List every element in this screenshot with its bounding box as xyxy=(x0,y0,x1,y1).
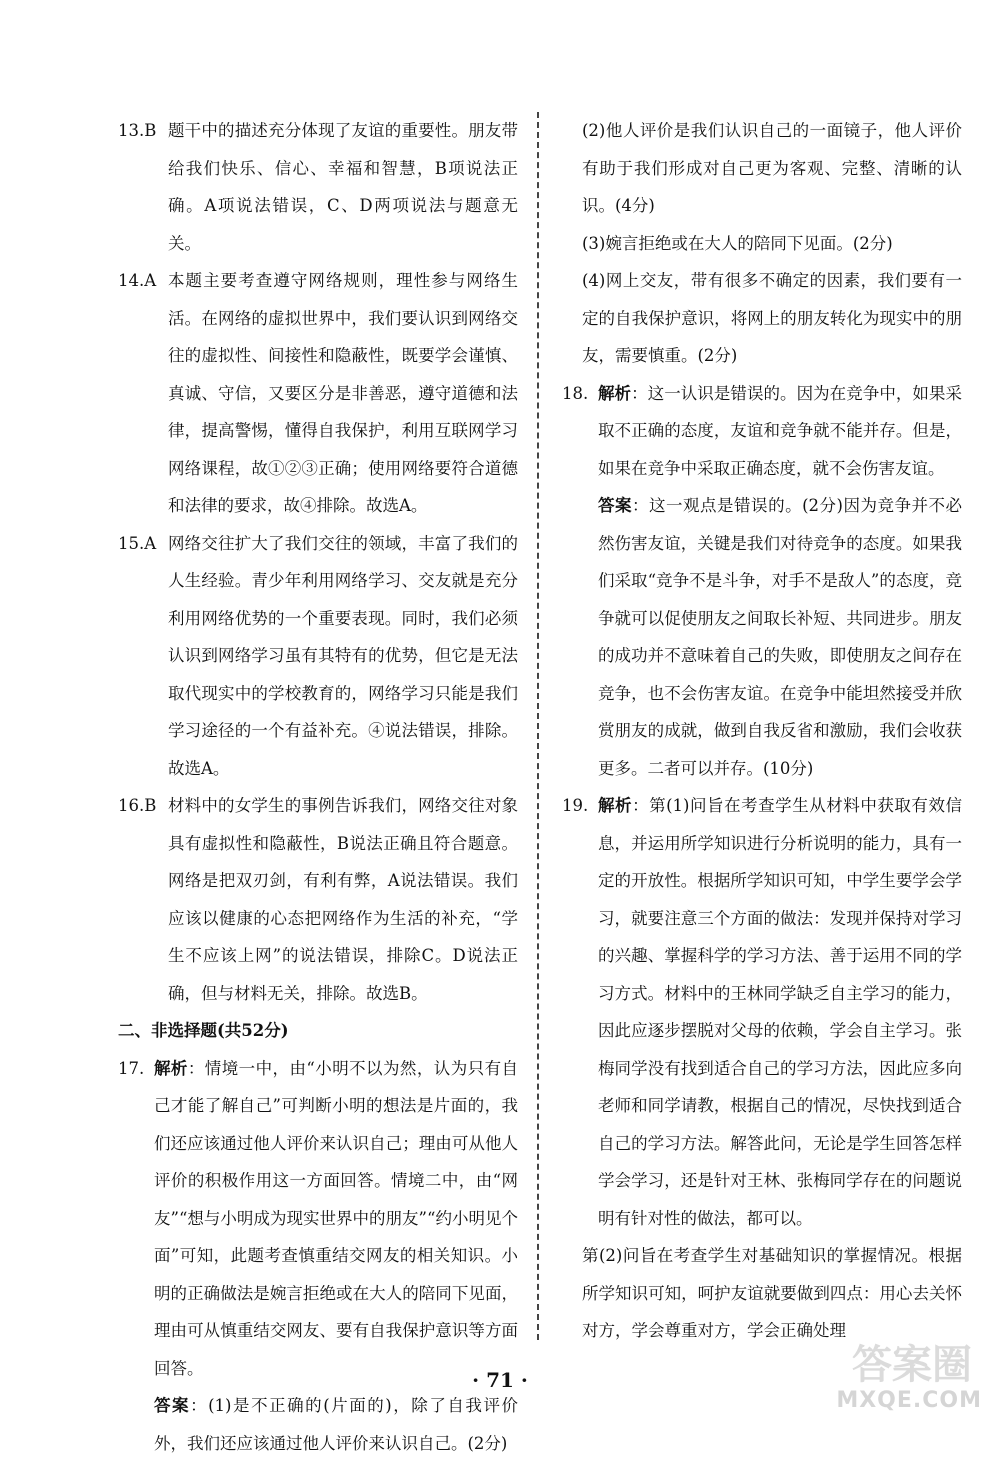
question-explanation: 网络交往扩大了我们交往的领域，丰富了我们的人生经验。青少年利用网络学习、交友就是充分利用网络优势的一个重要表现。同时，我们必须认识到网络学习虽有其特有的优势，但它是无法取代现实中的学校教育的，网络学习只能是我们学习途径的一个有益补充。④说法错误，排除。故选A。 xyxy=(168,533,518,778)
question-18 xyxy=(562,375,962,488)
question-17 xyxy=(118,1050,518,1388)
analysis-label: 解析 xyxy=(154,1058,188,1078)
answer-text: (3)婉言拒绝或在大人的陪同下见面。(2分) xyxy=(582,233,893,253)
question-number: 15.A xyxy=(118,533,157,553)
question-analysis xyxy=(154,1050,518,1388)
question-number: 14.A xyxy=(118,271,157,290)
analysis-text: ：这一认识是错误的。因为在竞争中，如果采取不正确的态度，友谊和竞争就不能并存。但是，如果在竞争中采取正确态度，就不会伤害友谊。 xyxy=(598,383,963,478)
question-explanation: 本题主要考查遵守网络规则，理性参与网络生活。在网络的虚拟世界中，我们要认识到网络交往的虚拟性、间接性和隐蔽性，既要学会谨慎、真诚、守信，又要区分是非善恶，遵守道德和法律，提高警惕，懂得自我保护，利用互联网学习网络课程，故①②③正确；使用网络要符合道德和法律的要求，故④排除。故选A。 xyxy=(168,271,518,515)
answer-block xyxy=(598,487,962,787)
question-number: 17. xyxy=(118,1058,145,1078)
analysis-label: 解析 xyxy=(598,796,633,815)
question-19 xyxy=(562,787,962,1237)
analysis-label: 解析 xyxy=(598,383,632,403)
analysis-text: ：情境一中，由“小明不以为然，认为只有自己才能了解自己”可判断小明的想法是片面的，我们还应该通过他人评价来认识自己；理由可从他人评价的积极作用这一方面回答。情境二中，由“网友”“想与小明成为现实世界中的朋友”“约小明见个面”可知，此题考查慎重结交网友的相关知识。小明的正确做法是婉言拒绝或在大人的陪同下见面，理由可从慎重结交网友、要有自我保护意识等方面回答。 xyxy=(154,1058,519,1378)
answer-text: ：(1)是不正确的(片面的)，除了自我评价外，我们还应该通过他人评价来认识自己。(2分) xyxy=(154,1396,518,1453)
column-divider xyxy=(537,112,539,1340)
question-number: 16.B xyxy=(118,796,157,815)
answer-17-part2 xyxy=(562,112,962,225)
analysis-text: ：第(1)问旨在考查学生从材料中获取有效信息，并运用所学知识进行分析说明的能力，具有一定的开放性。根据所学知识可知，中学生要学会学习，就要注意三个方面的做法：发现并保持对学习的兴趣、掌握科学的学习方法、善于运用不同的学习方式。材料中的王林同学缺乏自主学习的能力，因此应逐步摆脱对父母的依赖，学会自主学习。张梅同学没有找到适合自己的学习方法，因此应多向老师和同学请教，根据自己的情况，尽快找到适合自己的学习方法。解答此问，无论是学生回答怎样学会学习，还是针对王林、张梅同学存在的问题说明有针对性的做法，都可以。 xyxy=(598,796,962,1228)
answer-text: (2)他人评价是我们认识自己的一面镜子，他人评价有助于我们形成对自己更为客观、完整、清晰的认识。(4分) xyxy=(582,121,962,215)
answer-17-part4 xyxy=(562,262,962,375)
right-column xyxy=(562,112,962,1350)
question-15 xyxy=(118,525,518,788)
answer-label: 答案 xyxy=(598,496,633,515)
left-column xyxy=(118,112,518,1462)
question-explanation: 材料中的女学生的事例告诉我们，网络交往对象具有虚拟性和隐蔽性，B说法正确且符合题意。网络是把双刃剑，有利有弊，A说法错误。我们应该以健康的心态把网络作为生活的补充，“学生不应该上网”的说法错误，排除C。D说法正确，但与材料无关，排除。故选B。 xyxy=(168,796,518,1003)
answer-text: (4)网上交友，带有很多不确定的因素，我们要有一定的自我保护意识，将网上的朋友转化为现实中的朋友，需要慎重。(2分) xyxy=(582,271,962,365)
answer-block xyxy=(154,1387,518,1462)
question-number: 19. xyxy=(562,796,589,815)
section-title: 二、非选择题(共52分) xyxy=(118,1021,289,1040)
answer-17 xyxy=(118,1387,518,1462)
watermark-logo: 答案圈 xyxy=(852,1342,972,1388)
question-13 xyxy=(118,112,518,262)
question-analysis xyxy=(598,787,962,1237)
question-analysis xyxy=(598,375,962,488)
answer-18 xyxy=(562,487,962,787)
question-14 xyxy=(118,262,518,525)
question-number: 18. xyxy=(562,383,589,403)
watermark-text: MXQE.COM xyxy=(836,1388,982,1413)
question-number: 13.B xyxy=(118,121,157,140)
page-number: · 71 · xyxy=(472,1368,528,1392)
question-16 xyxy=(118,787,518,1012)
answer-17-part3 xyxy=(562,225,962,263)
watermark xyxy=(836,1333,982,1413)
question-explanation: 题干中的描述充分体现了友谊的重要性。朋友带给我们快乐、信心、幸福和智慧，B项说法正确。A项说法错误，C、D两项说法与题意无关。 xyxy=(168,121,518,253)
analysis-text: 第(2)问旨在考查学生对基础知识的掌握情况。根据所学知识可知，呵护友谊就要做到四点：用心去关怀对方，学会尊重对方，学会正确处理 xyxy=(582,1246,962,1340)
answer-text: ：这一观点是错误的。(2分)因为竞争并不必然伤害友谊，关键是我们对待竞争的态度。如果我们采取“竞争不是斗争，对手不是敌人”的态度，竞争就可以促使朋友之间取长补短、共同进步。朋友的成功并不意味着自己的失败，即使朋友之间存在竞争，也不会伤害友谊。在竞争中能坦然接受并欣赏朋友的成就，做到自我反省和激励，我们会收获更多。二者可以并存。(10分) xyxy=(598,496,963,778)
answer-label: 答案 xyxy=(154,1396,191,1415)
